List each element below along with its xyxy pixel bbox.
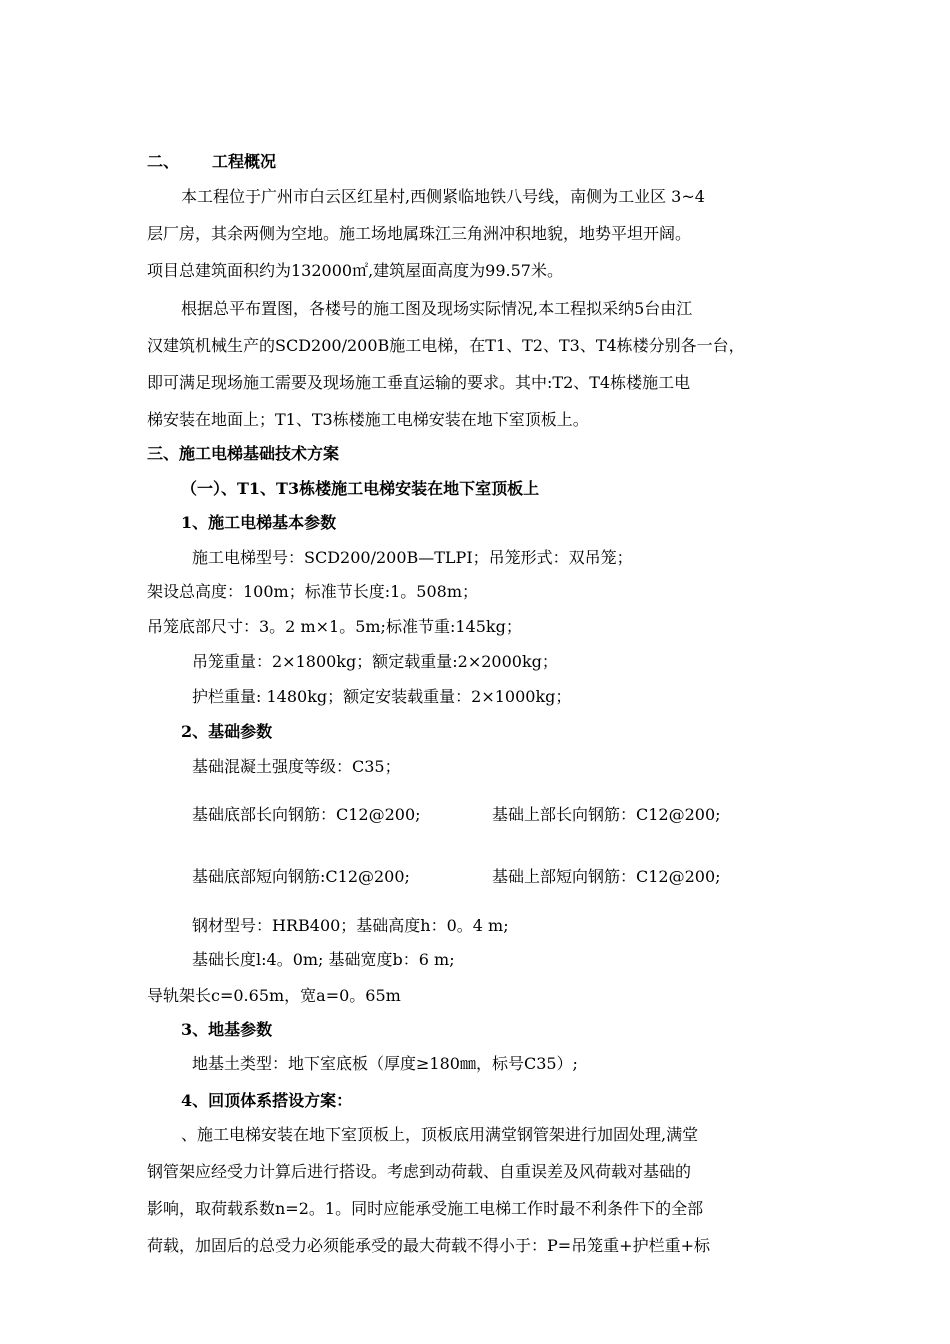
section-3-heading: 三、施工电梯基础技术方案 xyxy=(147,444,340,463)
section-2-title: 工程概况 xyxy=(212,152,277,171)
heading-elevator-params: 1、施工电梯基本参数 xyxy=(181,513,337,532)
paragraph-line: 、施工电梯安装在地下室顶板上，顶板底用满堂钢管架进行加固处理,满堂 xyxy=(181,1125,699,1144)
paragraph-line: 钢管架应经受力计算后进行搭设。考虑到动荷载、自重误差及风荷载对基础的 xyxy=(147,1162,692,1181)
param-line: 吊笼底部尺寸：3。2 m×1。5m;标准节重:145kg； xyxy=(147,617,522,636)
rebar-top-short: 基础上部短向钢筋：C12@200; xyxy=(492,867,721,886)
param-line: 基础长度l:4。0m; 基础宽度b：6 m; xyxy=(192,950,455,969)
param-line: 钢材型号：HRB400；基础高度h：0。4 m; xyxy=(192,916,509,935)
paragraph-line: 荷载，加固后的总受力必须能承受的最大荷载不得小于：P=吊笼重+护栏重+标 xyxy=(147,1236,710,1255)
param-line: 导轨架长c=0.65m，宽a=0。65m xyxy=(147,986,401,1005)
param-line: 吊笼重量：2×1800kg；额定载重量:2×2000kg； xyxy=(192,652,558,671)
heading-ground-params: 3、地基参数 xyxy=(181,1020,273,1039)
rebar-bottom-long: 基础底部长向钢筋：C12@200; xyxy=(192,805,421,824)
section-2-heading xyxy=(147,152,277,172)
heading-foundation-params: 2、基础参数 xyxy=(181,722,273,741)
rebar-row-long xyxy=(192,805,721,825)
param-line: 架设总高度：100m；标准节长度:1。508m； xyxy=(147,582,478,601)
paragraph-line: 即可满足现场施工需要及现场施工垂直运输的要求。其中:T2、T4栋楼施工电 xyxy=(147,373,691,392)
concrete-grade: 基础混凝土强度等级：C35； xyxy=(192,757,401,776)
param-line: 施工电梯型号：SCD200/200B—TLPI；吊笼形式：双吊笼； xyxy=(192,548,633,567)
rebar-bottom-short: 基础底部短向钢筋:C12@200; xyxy=(192,867,410,886)
section-2-number: 二、 xyxy=(147,152,180,171)
heading-support-scheme: 4、回顶体系搭设方案： xyxy=(181,1091,353,1110)
paragraph-line: 层厂房，其余两侧为空地。施工场地属珠江三角洲冲积地貌，地势平坦开阔。 xyxy=(147,224,692,243)
subsection-1-heading: （一）、T1、T3栋楼施工电梯安装在地下室顶板上 xyxy=(181,479,540,498)
paragraph-line: 梯安装在地面上；T1、T3栋楼施工电梯安装在地下室顶板上。 xyxy=(147,410,589,429)
soil-type: 地基土类型：地下室底板（厚度≥180㎜，标号C35）; xyxy=(192,1054,578,1073)
paragraph-line: 项目总建筑面积约为132000㎡,建筑屋面高度为99.57米。 xyxy=(147,261,563,280)
paragraph-line: 影响，取荷载系数n=2。1。同时应能承受施工电梯工作时最不利条件下的全部 xyxy=(147,1199,704,1218)
paragraph-line: 汉建筑机械生产的SCD200/200B施工电梯，在T1、T2、T3、T4栋楼分别各一台， xyxy=(147,336,745,355)
paragraph-line: 本工程位于广州市白云区红星村,西侧紧临地铁八号线，南侧为工业区 3~4 xyxy=(181,187,705,206)
rebar-top-long: 基础上部长向钢筋：C12@200; xyxy=(492,805,721,824)
param-line: 护栏重量: 1480kg；额定安装载重量：2×1000kg； xyxy=(192,687,572,706)
rebar-row-short xyxy=(192,867,721,887)
paragraph-line: 根据总平布置图，各楼号的施工图及现场实际情况,本工程拟采纳5台由江 xyxy=(181,299,693,318)
